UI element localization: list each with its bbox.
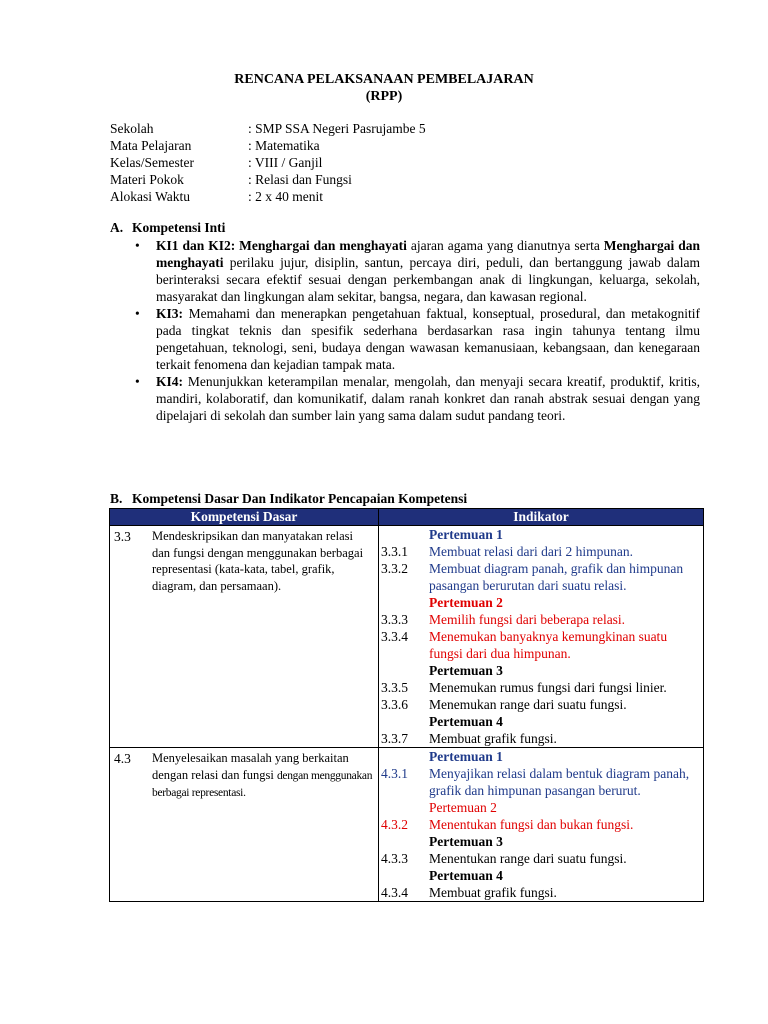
section-kompetensi-dasar — [110, 490, 705, 507]
info-label: Mata Pelajaran — [110, 138, 192, 153]
info-value: : SMP SSA Negeri Pasrujambe 5 — [248, 121, 426, 136]
indicator-number: 3.3.7 — [381, 731, 408, 746]
info-row-kelas — [110, 154, 426, 171]
indicator-row — [381, 816, 699, 833]
indicator-row — [381, 628, 699, 662]
indicator-row — [381, 543, 699, 560]
indicator-row — [381, 679, 699, 696]
indicator-text: Menemukan banyaknya kemungkinan suatu fungsi dari dua himpunan. — [429, 629, 668, 661]
meeting-label: Pertemuan 2 — [429, 800, 497, 815]
kd-text-part: dengan menggunakan berbagai representasi. — [152, 769, 373, 799]
indicator-number: 3.3.2 — [381, 561, 408, 576]
meeting-label: Pertemuan 4 — [429, 868, 503, 883]
indicator-row — [381, 560, 699, 594]
section-title: Kompetensi Dasar Dan Indikator Pencapaian Kompetensi — [132, 491, 468, 506]
ki-text: Memahami dan menerapkan pengetahuan faktual, konseptual, prosedural, dan metakognitif pada tingkat teknis dan spesifik sederhana berdasarkan rasa ingin tahunya tentang ilmu pengetahuan, teknologi, seni, budaya dengan wawasan kemanusiaan, kebangsaan, dan kenegaraan terkait fenomena dan kejadian tampak mata. — [156, 306, 700, 372]
ki-item — [110, 237, 700, 305]
table-row — [110, 748, 704, 902]
header-indikator: Indikator — [379, 509, 704, 526]
section-letter: A. — [110, 220, 124, 235]
indicator-text: Memilih fungsi dari beberapa relasi. — [429, 612, 626, 627]
ki-bold-text: Menghargai dan menghayati — [239, 238, 407, 253]
info-value: : Matematika — [248, 138, 320, 153]
indicator-row — [381, 611, 699, 628]
ki-text: ajaran agama yang dianutnya serta — [410, 238, 600, 253]
doc-title: RENCANA PELAKSANAAN PEMBELAJARAN — [234, 72, 534, 87]
info-value: : Relasi dan Fungsi — [248, 172, 352, 187]
indicator-row — [381, 730, 699, 747]
indicator-row — [381, 850, 699, 867]
info-label: Kelas/Semester — [110, 155, 194, 170]
section-title: Kompetensi Inti — [132, 220, 226, 235]
indicator-number: 3.3.1 — [381, 544, 408, 559]
indicator-row — [381, 696, 699, 713]
indicator-number: 3.3.5 — [381, 680, 408, 695]
indicator-text: Membuat grafik fungsi. — [429, 885, 557, 900]
indicator-text: Menemukan rumus fungsi dari fungsi linier. — [429, 680, 667, 695]
indicator-text: Membuat relasi dari dari 2 himpunan. — [429, 544, 633, 559]
doc-subtitle: (RPP) — [365, 89, 403, 104]
section-heading — [110, 490, 705, 507]
table-row — [110, 526, 704, 748]
table-header-row — [110, 509, 704, 526]
meeting-label: Pertemuan 1 — [429, 749, 503, 764]
indicator-text: Membuat diagram panah, grafik dan himpunan pasangan berurutan dari suatu relasi. — [429, 561, 684, 593]
section-kompetensi-inti — [110, 219, 700, 424]
section-letter: B. — [110, 491, 123, 506]
meeting-label: Pertemuan 2 — [429, 595, 503, 610]
indicator-text: Menyajikan relasi dalam bentuk diagram panah, grafik dan himpunan pasangan berurut. — [429, 766, 690, 798]
indicator-number: 4.3.4 — [381, 885, 408, 900]
meeting-label: Pertemuan 4 — [429, 714, 503, 729]
ki-list — [110, 237, 700, 424]
indicator-text: Menentukan range dari suatu fungsi. — [429, 851, 627, 866]
kd-number: 4.3 — [114, 751, 131, 766]
header-kompetensi-dasar: Kompetensi Dasar — [110, 509, 379, 526]
ki-label: KI4: — [156, 374, 183, 389]
indicator-number: 3.3.4 — [381, 629, 408, 644]
ki-text: Menunjukkan keterampilan menalar, mengolah, dan menyaji secara kreatif, produktif, kritis, mandiri, kolaboratif, dan komunikatif, dalam ranah konkret dan ranah abstrak sesuai dengan yang dipelajari di sekolah dan sumber lain yang sama dalam sudut pandang teori. — [156, 374, 700, 423]
info-row-mapel — [110, 137, 426, 154]
kd-cell — [110, 526, 379, 748]
ki-item — [110, 305, 700, 373]
kd-text-part: Menyelesaikan masalah yang berkaitan dengan relasi dan fungsi — [152, 751, 349, 782]
section-heading — [110, 219, 700, 236]
info-label: Materi Pokok — [110, 172, 184, 187]
indicator-number: 4.3.2 — [381, 817, 408, 832]
kd-number: 3.3 — [114, 529, 131, 544]
ki-bold-text: Menghargai dan menghayati — [156, 238, 701, 270]
info-row-sekolah — [110, 120, 426, 137]
ki-label: KI1 dan KI2: — [156, 238, 236, 253]
indikator-cell — [379, 526, 704, 748]
ki-text: perilaku jujur, disiplin, santun, percaya diri, peduli, dan bertanggung jawab dalam berinteraksi secara efektif sesuai dengan perkembangan anak di lingkungan, keluarga, sekolah, masyarakat dan lingkungan alam sekitar, bangsa, negara, dan kawasan regional. — [156, 255, 700, 304]
info-label: Alokasi Waktu — [110, 189, 191, 204]
info-value: : 2 x 40 menit — [248, 189, 323, 204]
indicator-number: 4.3.3 — [381, 851, 408, 866]
ki-item — [110, 373, 700, 424]
identity-block — [110, 120, 426, 205]
kd-text: Mendeskripsikan dan manyatakan relasi dan fungsi dengan menggunakan berbagai representasi (kata-kata, tabel, grafik, diagram, dan persamaan). — [152, 529, 364, 593]
info-row-materi — [110, 171, 426, 188]
bullet-icon: • — [135, 374, 140, 389]
indicator-text: Menentukan fungsi dan bukan fungsi. — [429, 817, 634, 832]
meeting-label: Pertemuan 3 — [429, 834, 503, 849]
info-row-alokasi — [110, 188, 426, 205]
indicator-text: Membuat grafik fungsi. — [429, 731, 557, 746]
indicator-number: 4.3.1 — [381, 766, 408, 781]
indicator-row — [381, 765, 699, 799]
info-value: : VIII / Ganjil — [248, 155, 323, 170]
info-label: Sekolah — [110, 121, 154, 136]
indicator-row — [381, 884, 699, 901]
indikator-cell — [379, 748, 704, 902]
meeting-label: Pertemuan 1 — [429, 527, 503, 542]
ki-label: KI3: — [156, 306, 183, 321]
bullet-icon: • — [135, 306, 140, 321]
kd-text — [152, 750, 374, 802]
indicator-number: 3.3.3 — [381, 612, 408, 627]
meeting-label: Pertemuan 3 — [429, 663, 503, 678]
bullet-icon: • — [135, 238, 140, 253]
indicator-number: 3.3.6 — [381, 697, 408, 712]
kd-cell — [110, 748, 379, 902]
indicator-text: Menemukan range dari suatu fungsi. — [429, 697, 627, 712]
kd-indikator-table — [109, 508, 704, 902]
